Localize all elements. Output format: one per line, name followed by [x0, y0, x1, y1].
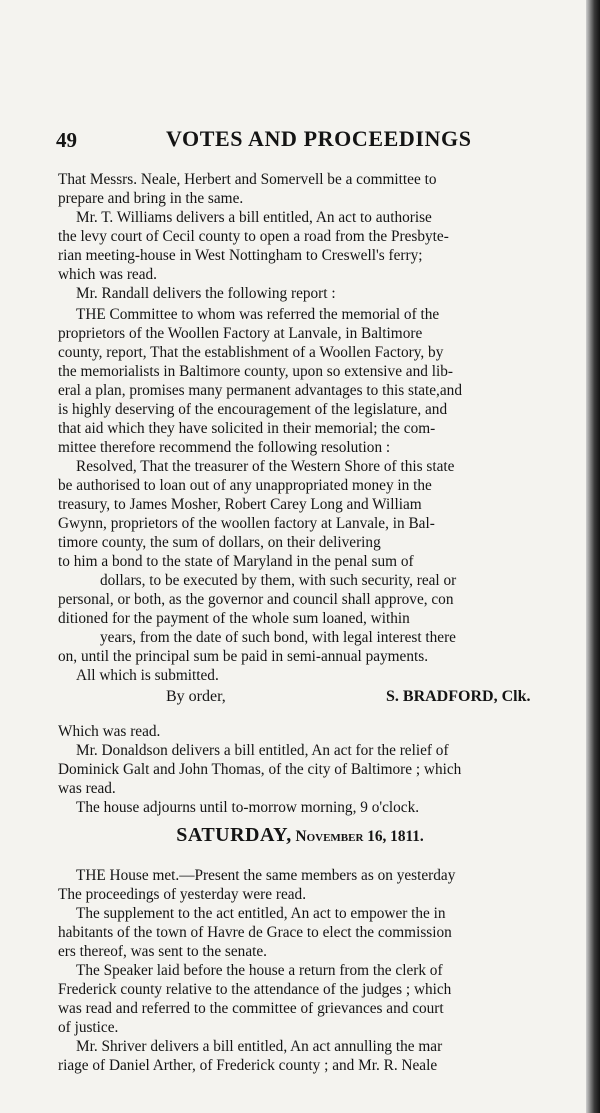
text-line: That Messrs. Neale, Herbert and Somervell be a committee to — [58, 171, 437, 188]
report-line: county, report, That the establishment of a Woollen Factory, by — [58, 344, 444, 361]
report-line: the memorialists in Baltimore county, upon so extensive and lib- — [58, 363, 453, 380]
page-title: VOTES AND PROCEEDINGS — [166, 126, 472, 151]
resolution-line: years, from the date of such bond, with legal interest there — [100, 629, 456, 646]
page-number: 49 — [56, 128, 77, 152]
report-line: THE Committee to whom was referred the memorial of the — [76, 306, 440, 323]
resolution-line: personal, or both, as the governor and council shall approve, con — [58, 591, 454, 608]
text-line: which was read. — [58, 266, 157, 283]
text-line: Frederick county relative to the attendance of the judges ; which — [58, 981, 452, 998]
running-head — [56, 124, 560, 154]
resolution-line: on, until the principal sum be paid in semi-annual payments. — [58, 648, 429, 665]
text-line: The supplement to the act entitled, An act to empower the in — [76, 905, 446, 922]
text-line: rian meeting-house in West Nottingham to Creswell's ferry; — [58, 247, 423, 264]
text-line: ers thereof, was sent to the senate. — [58, 943, 267, 960]
text-line: riage of Daniel Arther, of Frederick county ; and Mr. R. Neale — [58, 1057, 438, 1074]
clerk-signature: S. BRADFORD, Clk. — [386, 688, 531, 705]
text-line: The Speaker laid before the house a return from the clerk of — [76, 962, 443, 979]
report-line: mittee therefore recommend the following resolution : — [58, 439, 391, 456]
text-line: Mr. Shriver delivers a bill entitled, An act annulling the mar — [76, 1038, 443, 1055]
report-line: eral a plan, promises many permanent advantages to this state,and — [58, 382, 462, 399]
report-line: is highly deserving of the encouragement of the legislature, and — [58, 401, 448, 418]
day-heading — [0, 826, 600, 846]
text-line: Dominick Galt and John Thomas, of the city of Baltimore ; which — [58, 761, 462, 778]
day-name: SATURDAY, — [176, 824, 292, 846]
text-line: was read and referred to the committee of grievances and court — [58, 1000, 444, 1017]
report-line: proprietors of the Woollen Factory at Lanvale, in Baltimore — [58, 325, 423, 342]
text-line: The proceedings of yesterday were read. — [58, 886, 307, 903]
day-date: November 16, 1811. — [295, 828, 424, 845]
text-line: Mr. Donaldson delivers a bill entitled, An act for the relief of — [76, 742, 449, 759]
resolution-line: Resolved, That the treasurer of the Western Shore of this state — [76, 458, 455, 475]
text-line: prepare and bring in the same. — [58, 190, 244, 207]
text-line: Mr. T. Williams delivers a bill entitled, An act to authorise — [76, 209, 432, 226]
text-line: the levy court of Cecil county to open a road from the Presbyte- — [58, 228, 449, 245]
resolution-line: Gwynn, proprietors of the woollen factory at Lanvale, in Bal- — [58, 515, 435, 532]
text-line: Mr. Randall delivers the following report : — [76, 285, 336, 302]
text-line: THE House met.—Present the same members as on yesterday — [76, 867, 456, 884]
resolution-line: ditioned for the payment of the whole sum loaned, within — [58, 610, 410, 627]
text-line: The house adjourns until to-morrow morning, 9 o'clock. — [76, 799, 420, 816]
text-line: Which was read. — [58, 723, 161, 740]
report-line: that aid which they have solicited in their memorial; the com- — [58, 420, 436, 437]
text-line: of justice. — [58, 1019, 119, 1036]
resolution-line: treasury, to James Mosher, Robert Carey Long and William — [58, 496, 422, 513]
book-spine-shadow — [586, 0, 600, 1113]
resolution-line: timore county, the sum of dollars, on their delivering — [58, 534, 381, 551]
resolution-line: All which is submitted. — [76, 667, 219, 684]
resolution-line: be authorised to loan out of any unappropriated money in the — [58, 477, 432, 494]
by-order: By order, — [166, 688, 226, 705]
text-line: was read. — [58, 780, 116, 797]
resolution-line: dollars, to be executed by them, with such security, real or — [100, 572, 457, 589]
resolution-line: to him a bond to the state of Maryland in the penal sum of — [58, 553, 414, 570]
text-line: habitants of the town of Havre de Grace to elect the commission — [58, 924, 452, 941]
